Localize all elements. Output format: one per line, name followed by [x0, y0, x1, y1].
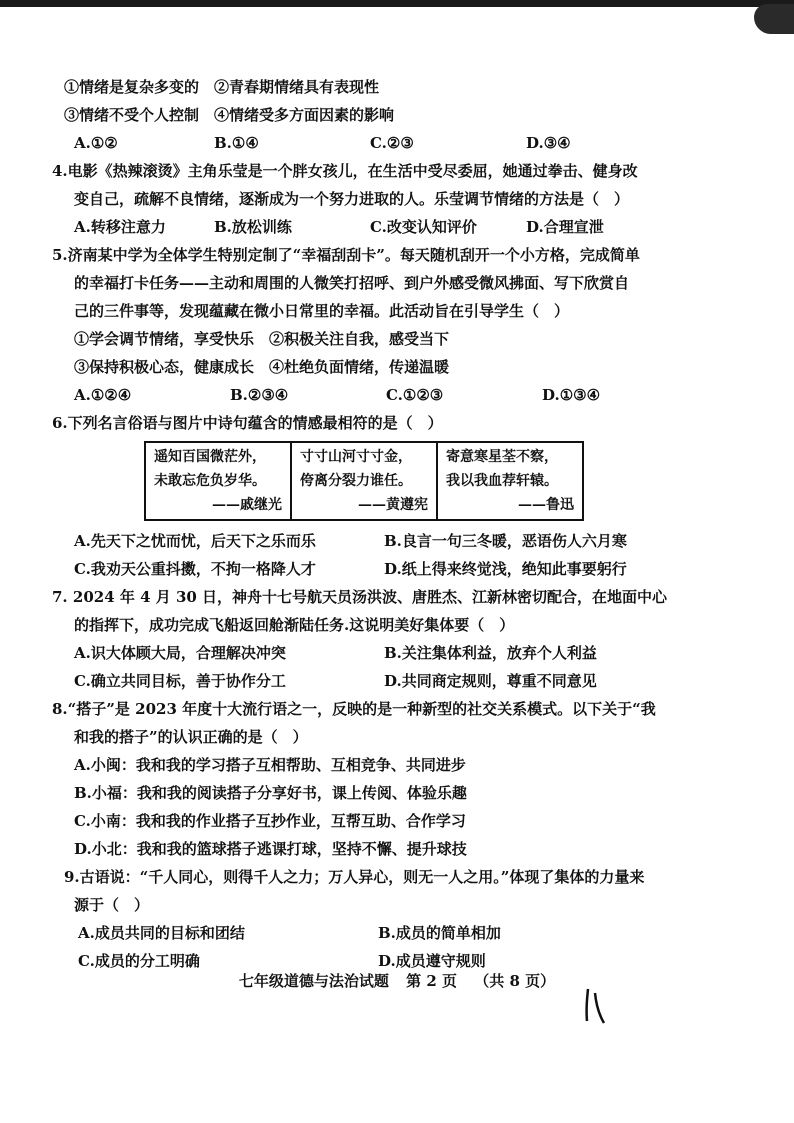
poem-2-author: ——黄遵宪 [358, 497, 428, 513]
q6-option-d[interactable]: D.纸上得来终觉浅，绝知此事要躬行 [384, 560, 627, 578]
q9-option-a[interactable]: A.成员共同的目标和团结 [78, 924, 245, 942]
q6-option-b[interactable]: B.良言一句三冬暖，恶语伤人六月寒 [384, 532, 627, 550]
q3-statement-3: ③情绪不受个人控制 [64, 106, 200, 124]
footer-total-pages: （共 8 页） [474, 972, 556, 990]
q7-options-row-1 [52, 639, 752, 667]
scan-corner-mark [754, 4, 794, 34]
q4-option-c[interactable]: C.改变认知评价 [370, 218, 477, 236]
page-footer [0, 970, 794, 991]
q5-statement-line-1: ①学会调节情绪，享受快乐 ②积极关注自我，感受当下 [74, 330, 450, 348]
q4-stem-line-1: 4.电影《热辣滚烫》主角乐莹是一个胖女孩儿，在生活中受尽委屈，她通过拳击、健身改 [52, 162, 638, 180]
q9-option-d[interactable]: D.成员遵守规则 [378, 952, 486, 970]
q5-option-c[interactable]: C.①②③ [386, 386, 444, 404]
q8-stem-line-2: 和我的搭子”的认识正确的是（ ） [74, 728, 308, 746]
q3-option-c[interactable]: C.②③ [370, 134, 414, 152]
poem-2-line-2: 侉离分裂力谁任。 [300, 473, 412, 489]
q6-option-c[interactable]: C.我劝天公重抖擞，不拘一格降人才 [74, 560, 316, 578]
poem-1-line-1: 遥知百国微茫外， [154, 449, 266, 465]
q7-option-a[interactable]: A.识大体顾大局，合理解决冲突 [74, 644, 286, 662]
q4-option-d[interactable]: D.合理宣泄 [526, 218, 604, 236]
q4-stem-line-2: 变自己，疏解不良情绪，逐渐成为一个努力进取的人。乐莹调节情绪的方法是（ ） [74, 190, 630, 208]
q3-option-d[interactable]: D.③④ [526, 134, 571, 152]
q5-statement-line-2: ③保持积极心态，健康成长 ④杜绝负面情绪，传递温暖 [74, 358, 450, 376]
q8-option-a[interactable]: A.小闽：我和我的学习搭子互相帮助、互相竞争、共同进步 [74, 756, 466, 774]
q7-option-c[interactable]: C.确立共同目标，善于协作分工 [74, 672, 286, 690]
q6-stem: 6.下列名言俗语与图片中诗句蕴含的情感最相符的是（ ） [52, 414, 443, 432]
q3-option-b[interactable]: B.①④ [214, 134, 259, 152]
poem-table [144, 441, 584, 521]
q3-option-a[interactable]: A.①② [74, 134, 118, 152]
q9-option-c[interactable]: C.成员的分工明确 [78, 952, 200, 970]
q7-stem-line-2: 的指挥下，成功完成飞船返回舱渐陆任务.这说明美好集体要（ ） [74, 616, 515, 634]
q3-statement-1: ①情绪是复杂多变的 [64, 78, 200, 96]
q8-option-c[interactable]: C.小南：我和我的作业搭子互抄作业，互帮互助、合作学习 [74, 812, 466, 830]
q3-statement-line-1 [52, 73, 752, 101]
poem-cell-1 [145, 442, 291, 520]
q5-stem-line-1: 5.济南某中学为全体学生特别定制了“幸福刮刮卡”。每天随机刮开一个小方格，完成简单 [52, 246, 640, 264]
q5-option-a[interactable]: A.①②④ [74, 386, 132, 404]
q4-options [52, 213, 752, 241]
poem-3-line-2: 我以我血荐轩辕。 [446, 473, 558, 489]
q5-stem-line-2: 的幸福打卡任务——主动和周围的人微笑打招呼、到户外感受微风拂面、写下欣赏自 [74, 274, 630, 292]
q6-option-a[interactable]: A.先天下之忧而忧，后天下之乐而乐 [74, 532, 316, 550]
q3-options [52, 129, 752, 157]
handwritten-mark-icon [580, 985, 610, 1025]
poem-3-author: ——鲁迅 [518, 497, 574, 513]
q4-option-b[interactable]: B.放松训练 [214, 218, 292, 236]
q8-option-d[interactable]: D.小北：我和我的篮球搭子逃课打球，坚持不懈、提升球技 [74, 840, 467, 858]
footer-page-number: 第 2 页 [406, 972, 457, 990]
q3-statement-line-2 [52, 101, 752, 129]
q5-option-b[interactable]: B.②③④ [230, 386, 289, 404]
poem-cell-2 [291, 442, 437, 520]
exam-page-body [52, 73, 752, 975]
poem-1-line-2: 未敢忘危负岁华。 [154, 473, 266, 489]
q8-option-b[interactable]: B.小福：我和我的阅读搭子分享好书，课上传阅、体验乐趣 [74, 784, 467, 802]
q5-options [52, 381, 752, 409]
q5-option-d[interactable]: D.①③④ [542, 386, 601, 404]
poem-cell-3 [437, 442, 583, 520]
q7-stem-line-1: 7. 2024 年 4 月 30 日，神舟十七号航天员汤洪波、唐胜杰、江新林密切配合，在地面中心 [52, 588, 668, 606]
q8-stem-line-1: 8.“搭子”是 2023 年度十大流行语之一，反映的是一种新型的社交关系模式。以下关于“我 [52, 700, 656, 718]
q9-stem-line-2: 源于（ ） [74, 896, 150, 914]
q6-options-row-2 [52, 555, 752, 583]
poem-1-author: ——戚继光 [212, 497, 282, 513]
q4-option-a[interactable]: A.转移注意力 [74, 218, 166, 236]
q9-options-row-1 [52, 919, 752, 947]
q7-option-d[interactable]: D.共同商定规则，尊重不同意见 [384, 672, 597, 690]
q9-option-b[interactable]: B.成员的简单相加 [378, 924, 501, 942]
q3-statement-4: ④情绪受多方面因素的影响 [214, 106, 395, 124]
top-border-rule [0, 0, 794, 7]
footer-subject: 七年级道德与法治试题 [238, 972, 389, 990]
q7-option-b[interactable]: B.关注集体利益，放弃个人利益 [384, 644, 597, 662]
q9-stem-line-1: 9.古语说：“千人同心，则得千人之力；万人异心，则无一人之用。”体现了集体的力量来 [64, 868, 645, 886]
q5-stem-line-3: 己的三件事等，发现蕴藏在微小日常里的幸福。此活动旨在引导学生（ ） [74, 302, 570, 320]
q7-options-row-2 [52, 667, 752, 695]
poem-2-line-1: 寸寸山河寸寸金， [300, 449, 412, 465]
q6-options-row-1 [52, 527, 752, 555]
poem-3-line-1: 寄意寒星荃不察， [446, 449, 558, 465]
q3-statement-2: ②青春期情绪具有表现性 [214, 78, 380, 96]
